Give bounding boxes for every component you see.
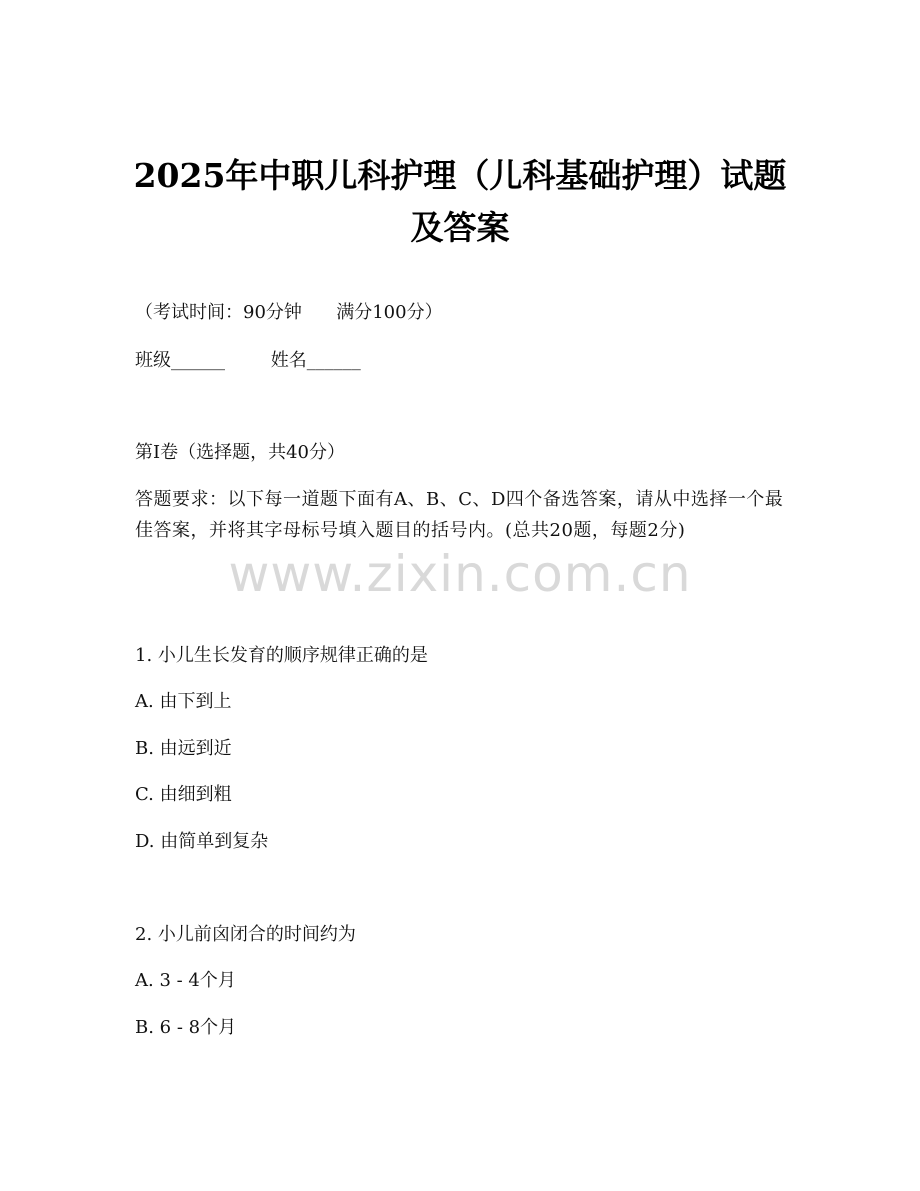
question-2-option-a: A. 3 - 4个月 (135, 970, 236, 991)
question-2-stem: 2. 小儿前囟闭合的时间约为 (135, 924, 356, 945)
question-1-stem: 1. 小儿生长发育的顺序规律正确的是 (135, 645, 428, 666)
instructions: 答题要求：以下每一道题下面有A、B、C、D四个备选答案，请从中选择一个最佳答案，并将其字母标号填入题目的括号内。(总共20题，每题2分) (135, 489, 784, 541)
section-heading: 第Ⅰ卷（选择题，共40分） (135, 442, 346, 463)
question-1-option-b: B. 由远到近 (135, 738, 232, 759)
question-2-option-b: B. 6 - 8个月 (135, 1017, 237, 1038)
watermark: www.zixin.com.cn (228, 545, 692, 603)
title-line-2: 及答案 (410, 208, 510, 247)
class-name-line: 班级______ 姓名______ (135, 350, 361, 371)
exam-info: （考试时间：90分钟 满分100分） (135, 302, 443, 323)
title-line-1: 2025年中职儿科护理（儿科基础护理）试题 (133, 156, 787, 195)
question-1-option-a: A. 由下到上 (135, 691, 232, 712)
document-title (0, 150, 920, 254)
question-1-option-d: D. 由简单到复杂 (135, 831, 269, 852)
question-1-option-c: C. 由细到粗 (135, 784, 232, 805)
